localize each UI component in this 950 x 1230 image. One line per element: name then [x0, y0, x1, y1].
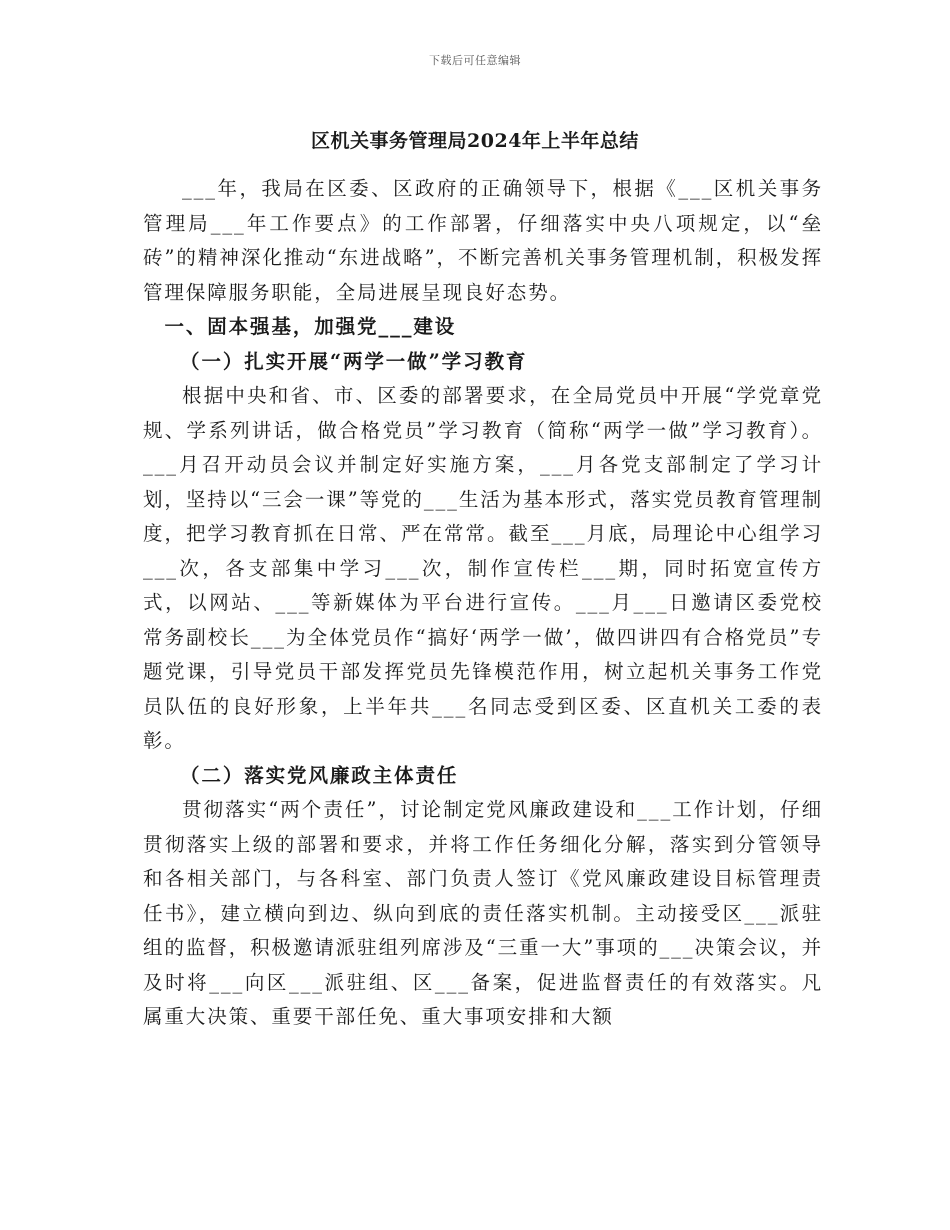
subsection-1-paragraph: 根据中央和省、市、区委的部署要求，在全局党员中开展“学党章党规、学系列讲话，做合格党员”学习教育（简称“两学一做”学习教育）。___月召开动员会议并制定好实施方案，___月各党支部制定了学习计划，坚持以“三会一课”等党的___生活为基本形式，落实党员教育管理制度，把学习教育抓在日常、严在常常。截至___月底，局理论中心组学习___次，各支部集中学习___次，制作宣传栏___期，同时拓宽宣传方式，以网站、___等新媒体为平台进行宣传。___月___日邀请区委党校常务副校长___为全体党员作“搞好‘两学一做’，做四讲四有合格党员”专题党课，引导党员干部发挥党员先锋模范作用，树立起机关事务工作党员队伍的良好形象，上半年共___名同志受到区委、区直机关工委的表彰。 — [143, 384, 823, 752]
document-body — [143, 172, 823, 1035]
header-note: 下载后可任意编辑 — [429, 54, 521, 67]
section-1-heading: 一、固本强基，加强党___建设 — [164, 315, 457, 338]
subsection-2-paragraph: 贯彻落实“两个责任”，讨论制定党风廉政建设和___工作计划，仔细贯彻落实上级的部署和要求，并将工作任务细化分解，落实到分管领导和各相关部门，与各科室、部门负责人签订《党风廉政建设目标管理责任书》，建立横向到边、纵向到底的责任落实机制。主动接受区___派驻组的监督，积极邀请派驻组列席涉及“三重一大”事项的___决策会议，并及时将___向区___派驻组、区___备案，促进监督责任的有效落实。凡属重大决策、重要干部任免、重大事项安排和大额 — [143, 798, 823, 1028]
subsection-1-heading: （一）扎实开展“两学一做”学习教育 — [180, 349, 528, 373]
subsection-2-heading: （二）落实党风廉政主体责任 — [180, 763, 459, 787]
intro-paragraph: ___年，我局在区委、区政府的正确领导下，根据《___区机关事务管理局___年工作要点》的工作部署，仔细落实中央八项规定，以“垒砖”的精神深化推动“东进战略”，不断完善机关事务管理机制，积极发挥管理保障服务职能，全局进展呈现良好态势。 — [143, 177, 823, 304]
document-title: 区机关事务管理局2024年上半年总结 — [311, 130, 639, 152]
